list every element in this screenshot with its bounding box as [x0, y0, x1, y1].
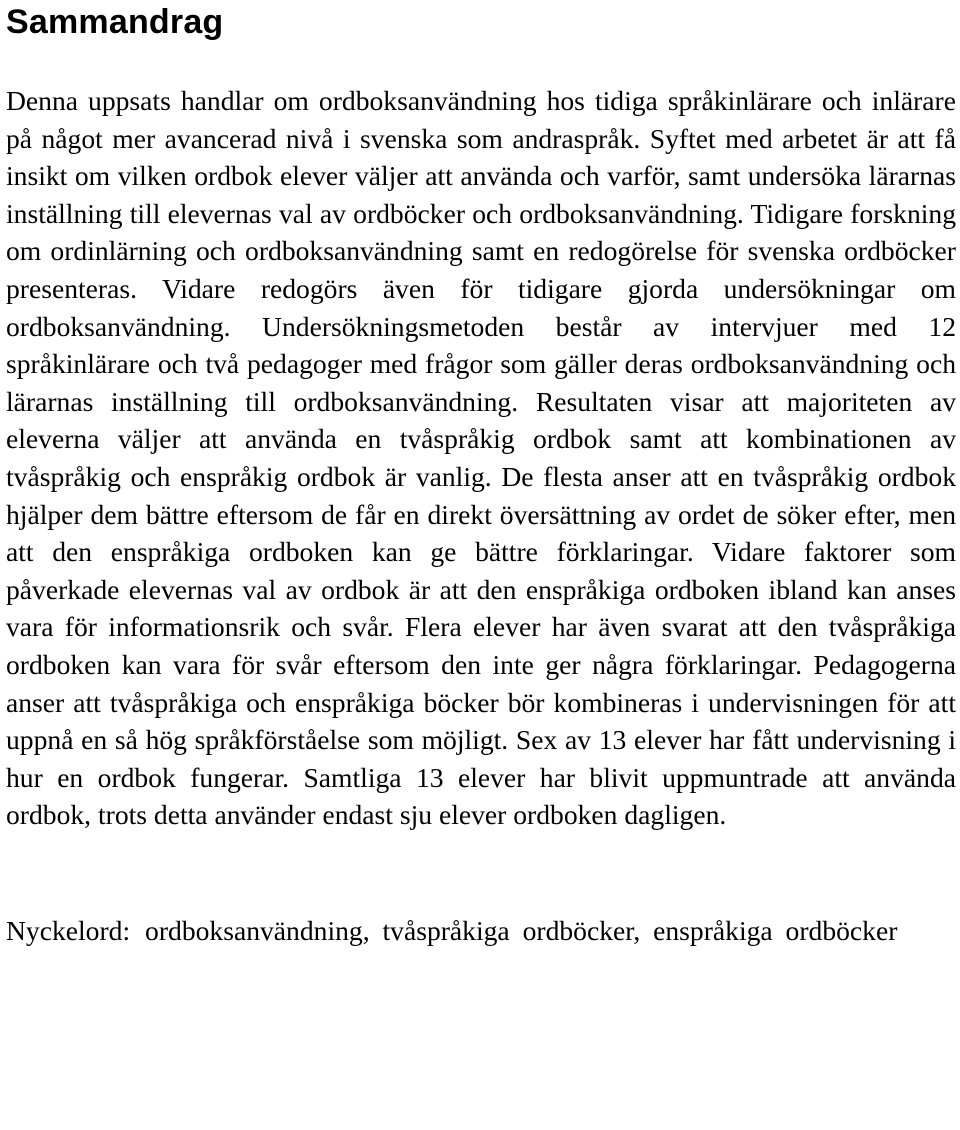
keywords-line	[6, 912, 956, 950]
section-heading: Sammandrag	[6, 3, 224, 41]
abstract-paragraph: Denna uppsats handlar om ordboksanvändning hos tidiga språkinlärare och inlärare på något mer avancerad nivå i svenska som andraspråk. Syftet med arbetet är att få insikt om vilken ordbok elever väljer att använda och varför, samt undersöka lärarnas inställning till elevernas val av ordböcker och ordboksanvändning. Tidigare forskning om ordinlärning och ordboksanvändning samt en redogörelse för svenska ordböcker presenteras. Vidare redogörs även för tidigare gjorda undersökningar om ordboksanvändning. Undersökningsmetoden består av intervjuer med 12 språkinlärare och två pedagoger med frågor som gäller deras ordboksanvändning och lärarnas inställning till ordboksanvändning. Resultaten visar att majoriteten av eleverna väljer att använda en tvåspråkig ordbok samt att kombinationen av tvåspråkig och enspråkig ordbok är vanlig. De flesta anser att en tvåspråkig ordbok hjälper dem bättre eftersom de får en direkt översättning av ordet de söker efter, men att den enspråkiga ordboken kan ge bättre förklaringar. Vidare faktorer som påverkade elevernas val av ordbok är att den enspråkiga ordboken ibland kan anses vara för informationsrik och svår. Flera elever har även svarat att den tvåspråkiga ordboken kan vara för svår eftersom den inte ger några förklaringar. Pedagogerna anser att tvåspråkiga och enspråkiga böcker bör kombineras i undervisningen för att uppnå en så hög språkförståelse som möjligt. Sex av 13 elever har fått undervisning i hur en ordbok fungerar. Samtliga 13 elever har blivit uppmuntrade att använda ordbok, trots detta använder endast sju elever ordboken dagligen.	[6, 85, 956, 831]
keywords-text: ordboksanvändning, tvåspråkiga ordböcker, enspråkiga ordböcker	[145, 914, 898, 946]
keywords-label: Nyckelord:	[6, 914, 131, 946]
document-page	[6, 0, 956, 949]
